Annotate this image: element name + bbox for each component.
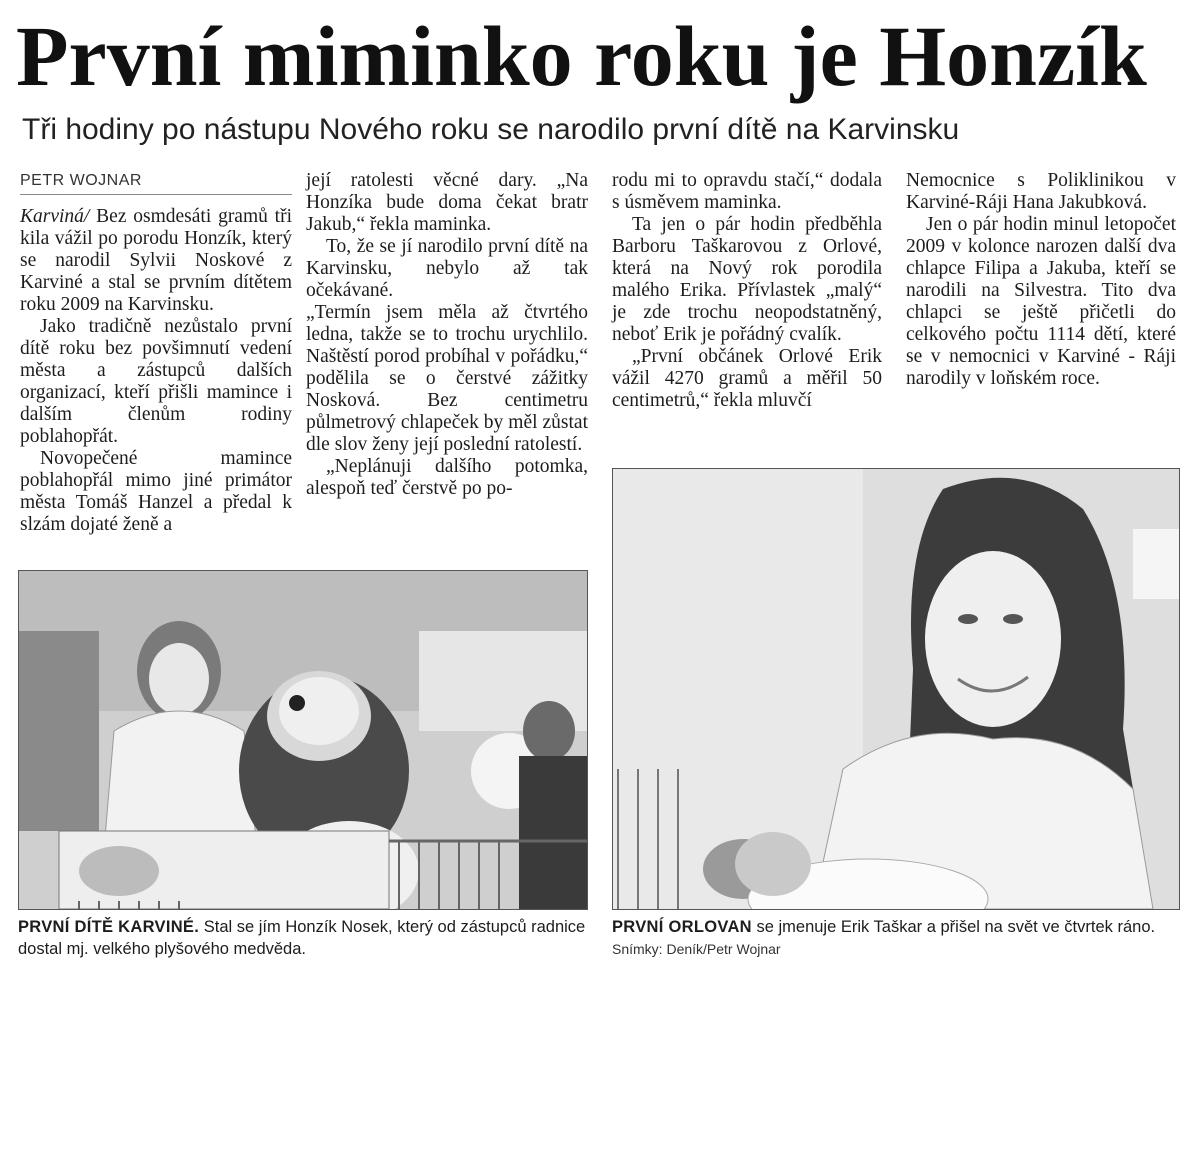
article-column-4 [906, 170, 1176, 390]
article-column-1 [20, 206, 292, 536]
paragraph: „První občánek Orlové Erik vážil 4270 gramů a měřil 50 centimetrů,“ řekla mluvčí [612, 346, 882, 411]
photo-credit: Snímky: Deník/Petr Wojnar [612, 941, 781, 957]
paragraph: Novopečené mamince poblahopřál mimo jiné primátor města Tomáš Hanzel a předal k slzám dojaté ženě a [20, 448, 292, 535]
caption-text: Stal se jím Honzík Nosek, který od zástupců radnice dostal mj. velkého plyšového medvěda. [18, 918, 586, 958]
paragraph: Bez osmdesáti gramů tři kila vážil po porodu Honzík, který se narodil Sylvii Noskové z Karviné a stal se prvním dítětem roku 2009 na Karvinsku. [20, 206, 293, 315]
paragraph: „Termín jsem měla až čtvrtého ledna, takže se to trochu urychlilo. Naštěstí porod probíhal v pořádku,“ podělila se o čerstvé zážitky Nosková. Bez centimetru půlmetrový chlapeček by měl zůstat dle slov ženy její poslední ratolestí. [306, 302, 588, 455]
paragraph: její ratolesti věcné dary. „Na Honzíka bude doma čekat bratr Jakub,“ řekla maminka. [306, 170, 588, 235]
article-subheadline: Tři hodiny po nástupu Nového roku se narodilo první dítě na Karvinsku [22, 113, 960, 146]
paragraph: rodu mi to opravdu stačí,“ dodala s úsměvem maminka. [612, 170, 882, 213]
photo-mother-with-baby-and-teddy-bear [18, 570, 588, 910]
article-column-2 [306, 170, 588, 500]
paragraph: Jako tradičně nezůstalo první dítě roku bez povšimnutí vedení města a zástupců dalších organizací, kteří přišli mamince i dalším členům rodiny poblahopřát. [20, 316, 292, 447]
paragraph: „Neplánuji dalšího potomka, alespoň teď čerstvě po po- [306, 456, 588, 499]
article-column-3 [612, 170, 882, 412]
paragraph: Ta jen o pár hodin předběhla Barboru Taškarovou z Orlové, která na Nový rok porodila malého Erika. Přívlastek „malý“ je zde trochu neopodstatněný, neboť Erik je pořádný cvalík. [612, 214, 882, 345]
photo-caption-2 [612, 916, 1178, 960]
paragraph: Jen o pár hodin minul letopočet 2009 v kolonce narozen další dva chlapce Filipa a Jakuba, kteří se narodili na Silvestra. Tito dva chlapci se ještě přičetli do celkového počtu 1114 dětí, které se v nemocnici v Karviné - Ráji narodily v loňském roce. [906, 214, 1176, 389]
paragraph: To, že se jí narodilo první dítě na Karvinsku, nebylo až tak očekávané. [306, 236, 588, 301]
photo-caption-1 [18, 916, 586, 960]
article-headline: První miminko roku je Honzík [16, 8, 1147, 104]
author-byline: PETR WOJNAR [20, 168, 292, 195]
caption-lead: PRVNÍ DÍTĚ KARVINÉ. [18, 918, 200, 936]
paragraph: Nemocnice s Poliklinikou v Karviné-Ráji Hana Jakubková. [906, 170, 1176, 213]
caption-text: se jmenuje Erik Taškar a přišel na svět ve čtvrtek ráno. [751, 918, 1156, 936]
photo-mother-holding-newborn [612, 468, 1180, 910]
caption-lead: PRVNÍ ORLOVAN [612, 918, 752, 936]
dateline: Karviná/ [20, 206, 90, 227]
